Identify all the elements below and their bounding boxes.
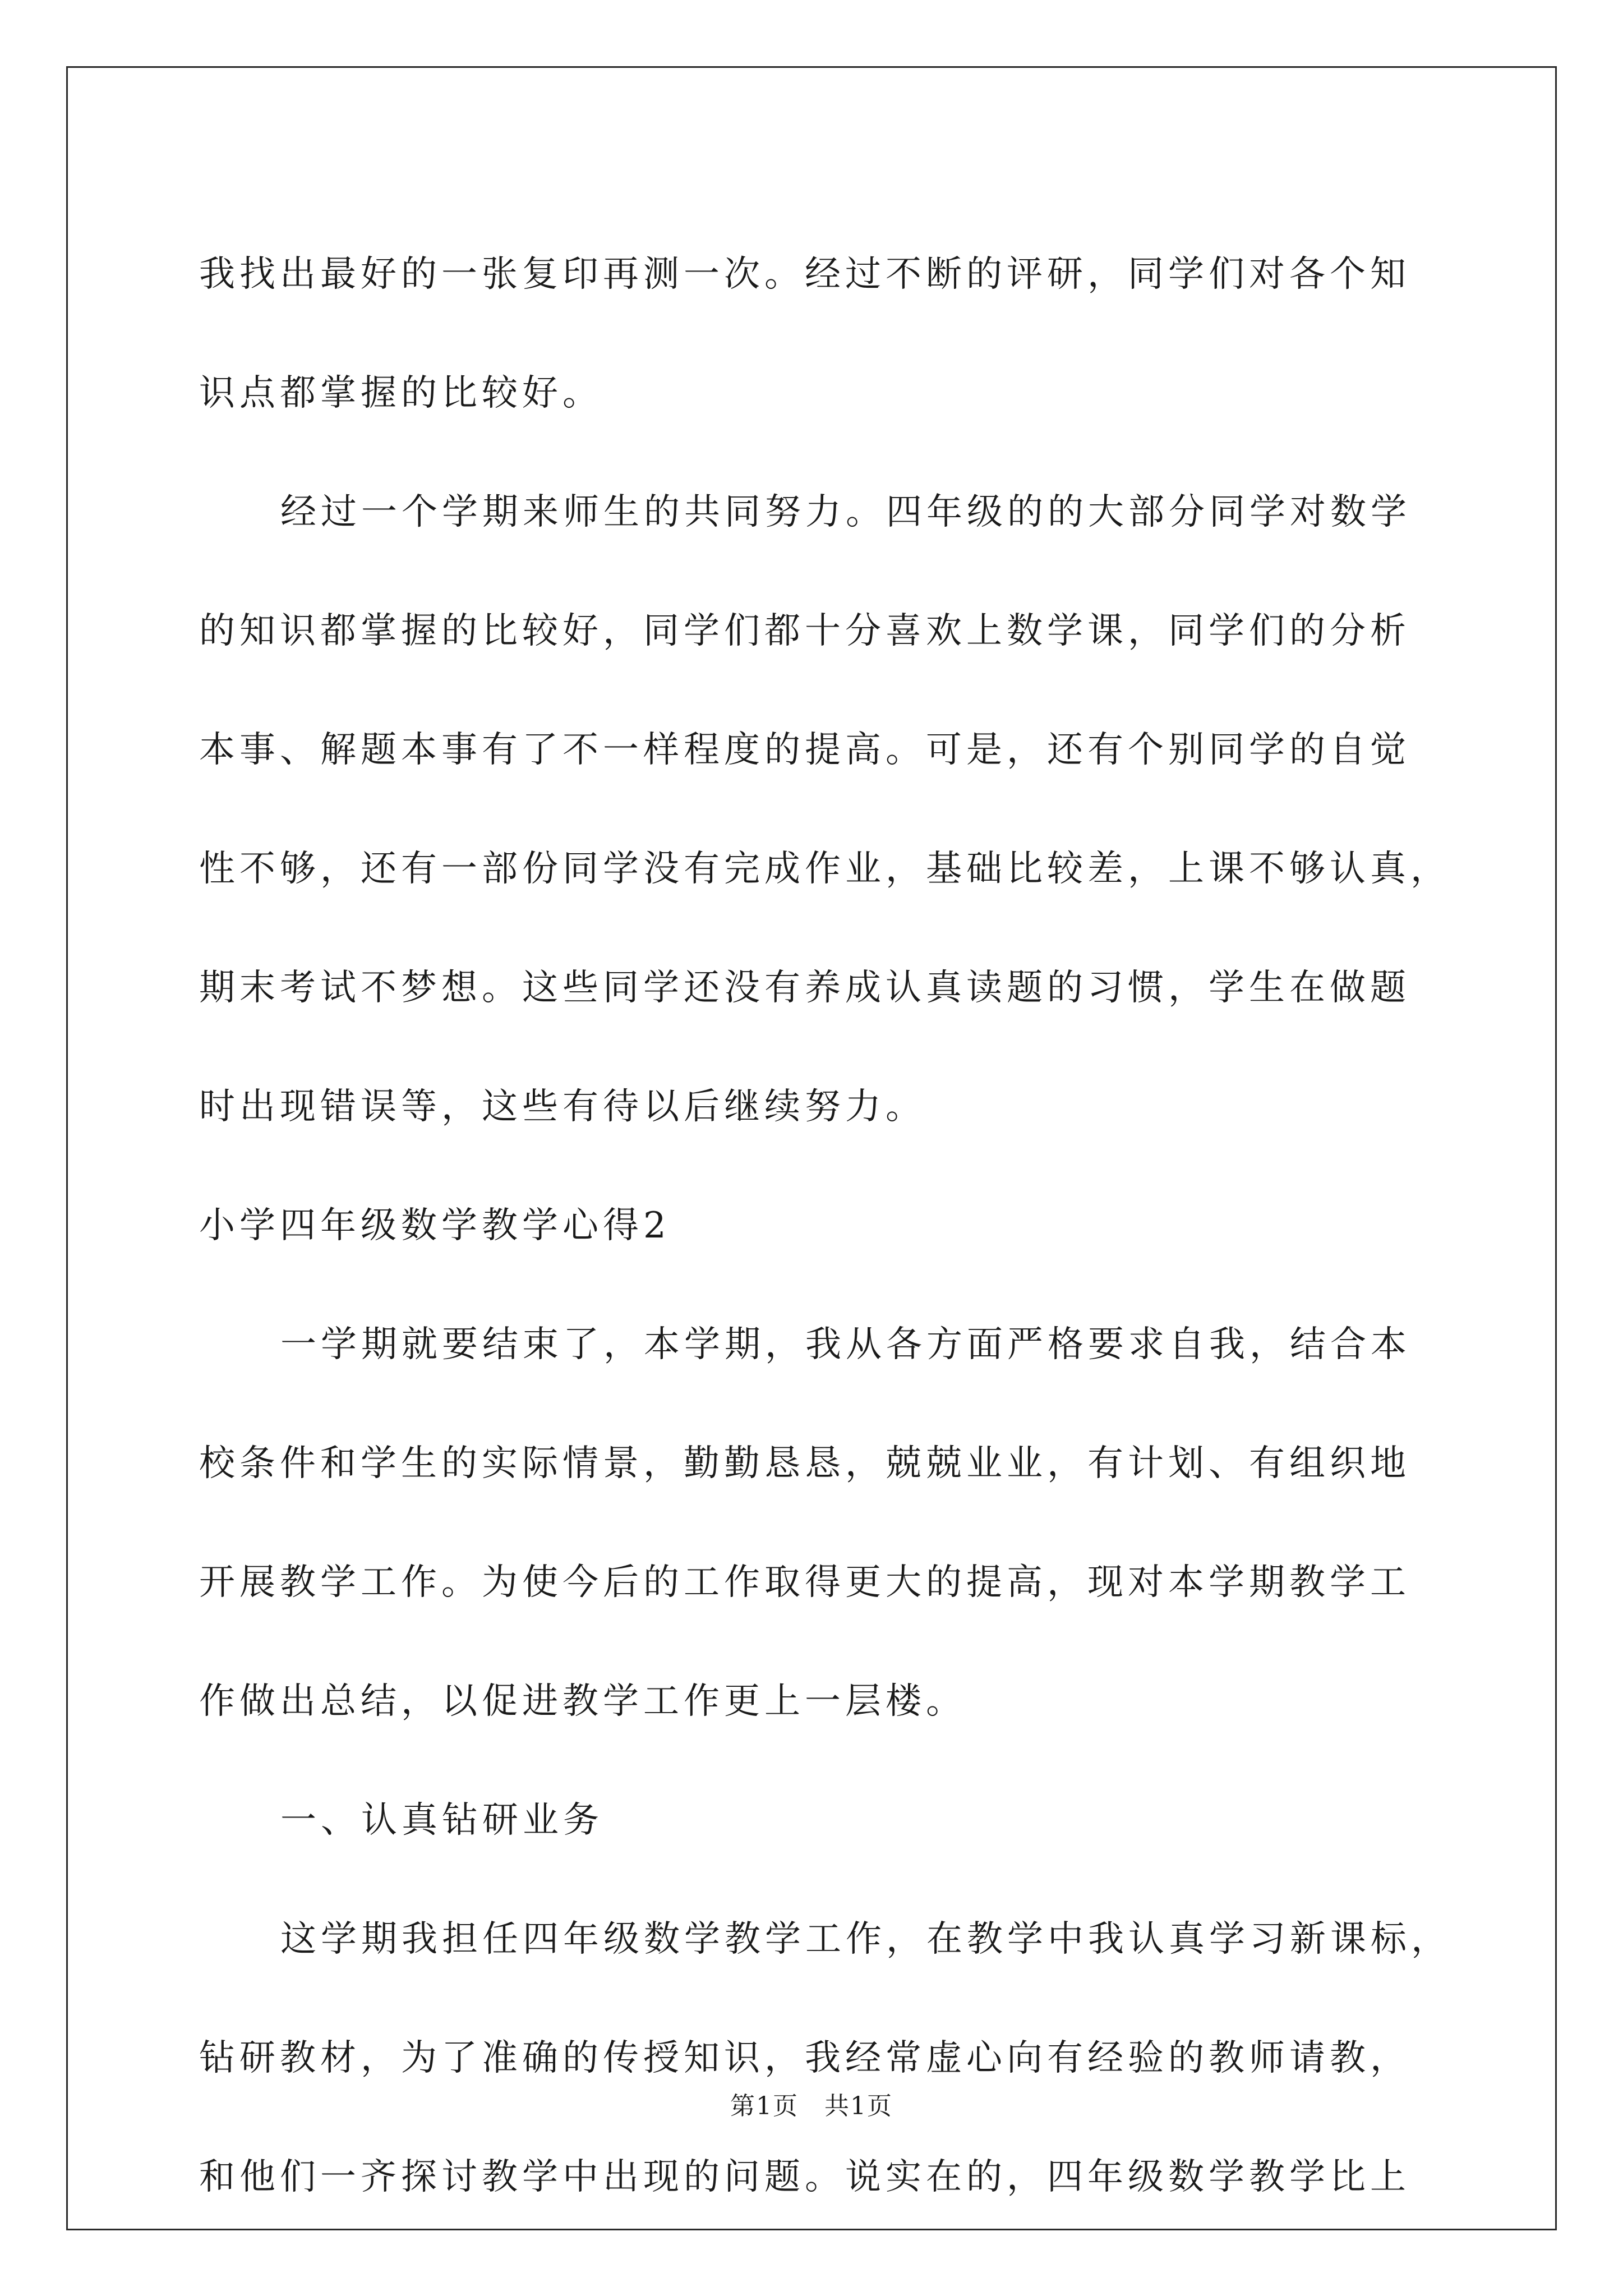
text-line: 性不够，还有一部份同学没有完成作业，基础比较差，上课不够认真， — [199, 848, 1451, 890]
text-line: 开展教学工作。为使今后的工作取得更大的提高，现对本学期教学工 — [199, 1562, 1410, 1603]
text-line: 时出现错误等，这些有待以后继续努力。 — [199, 1086, 926, 1128]
text-line: 和他们一齐探讨教学中出现的问题。说实在的，四年级数学教学比上 — [199, 2156, 1410, 2198]
text-line: 的知识都掌握的比较好，同学们都十分喜欢上数学课，同学们的分析 — [199, 610, 1410, 652]
page-number: 第1页 共1页 — [730, 2092, 893, 2120]
text-line: 一学期就要结束了，本学期，我从各方面严格要求自我，结合本 — [280, 1324, 1411, 1365]
document-body — [199, 215, 1451, 2237]
text-line: 我找出最好的一张复印再测一次。经过不断的评研，同学们对各个知 — [199, 254, 1410, 295]
text-line: 校条件和学生的实际情景，勤勤恳恳，兢兢业业，有计划、有组织地 — [199, 1443, 1410, 1484]
section-heading: 小学四年级数学教学心得2 — [199, 1205, 671, 1246]
subsection-heading: 一、认真钻研业务 — [280, 1800, 603, 1841]
text-line: 钻研教材，为了准确的传授知识，我经常虚心向有经验的教师请教， — [199, 2037, 1410, 2079]
text-line: 期末考试不梦想。这些同学还没有养成认真读题的习惯，学生在做题 — [199, 967, 1410, 1009]
text-line: 经过一个学期来师生的共同努力。四年级的的大部分同学对数学 — [280, 491, 1411, 533]
text-line: 这学期我担任四年级数学教学工作，在教学中我认真学习新课标， — [280, 1918, 1451, 1960]
text-line: 作做出总结，以促进教学工作更上一层楼。 — [199, 1681, 966, 1722]
text-line: 本事、解题本事有了不一样程度的提高。可是，还有个别同学的自觉 — [199, 729, 1410, 771]
text-line: 识点都掌握的比较好。 — [199, 372, 603, 414]
